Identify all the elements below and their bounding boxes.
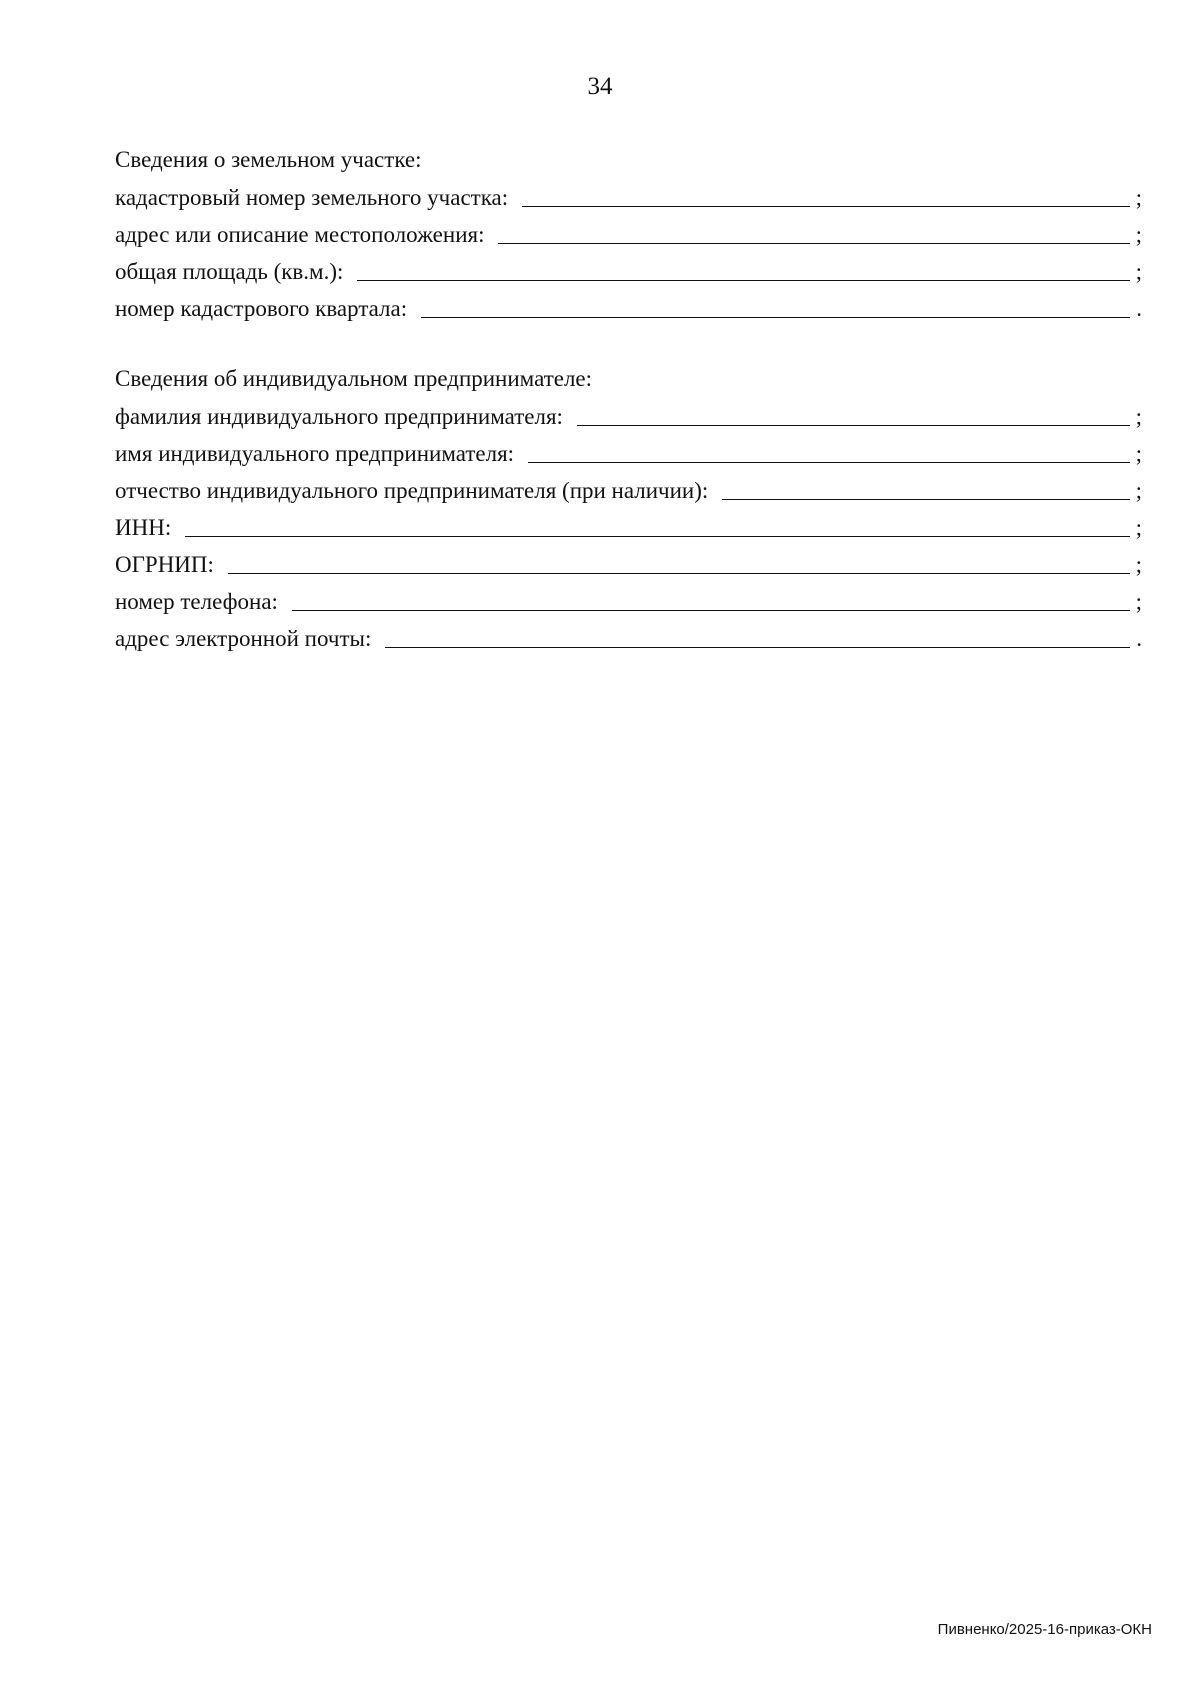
phone-label: номер телефона: bbox=[115, 589, 278, 614]
page-number: 34 bbox=[587, 73, 613, 100]
patronymic-label: отчество индивидуального предпринимателя (при наличии): bbox=[115, 478, 709, 503]
address-row bbox=[115, 215, 1142, 252]
address-field[interactable] bbox=[498, 213, 1130, 244]
row-terminator: ; bbox=[1135, 478, 1142, 503]
cadastral-number-label: кадастровый номер земельного участка: bbox=[115, 185, 509, 210]
land-plot-section-title: Сведения о земельном участке: bbox=[115, 147, 422, 172]
row-terminator: ; bbox=[1135, 185, 1142, 210]
surname-label: фамилия индивидуального предпринимателя: bbox=[115, 404, 563, 429]
total-area-label: общая площадь (кв.м.): bbox=[115, 259, 344, 284]
email-field[interactable] bbox=[385, 617, 1130, 648]
row-terminator: . bbox=[1136, 626, 1142, 651]
phone-field[interactable] bbox=[292, 580, 1130, 611]
row-terminator: ; bbox=[1135, 259, 1142, 284]
row-terminator: ; bbox=[1135, 589, 1142, 614]
cadastral-quarter-field[interactable] bbox=[421, 287, 1130, 318]
surname-field[interactable] bbox=[577, 395, 1130, 426]
first-name-row bbox=[115, 434, 1142, 471]
row-terminator: ; bbox=[1135, 222, 1142, 247]
address-label: адрес или описание местоположения: bbox=[115, 222, 485, 247]
total-area-field[interactable] bbox=[357, 250, 1130, 281]
ogrnip-field[interactable] bbox=[228, 543, 1130, 574]
row-terminator: . bbox=[1136, 296, 1142, 321]
document-footer-id: Пивненко/2025-16-приказ-ОКН bbox=[937, 1621, 1152, 1638]
cadastral-number-field[interactable] bbox=[522, 176, 1130, 207]
inn-label: ИНН: bbox=[115, 515, 172, 540]
entrepreneur-section-title: Сведения об индивидуальном предпринимателе: bbox=[115, 366, 593, 391]
entrepreneur-section bbox=[115, 361, 1142, 656]
cadastral-number-row bbox=[115, 178, 1142, 215]
email-label: адрес электронной почты: bbox=[115, 626, 372, 651]
row-terminator: ; bbox=[1135, 441, 1142, 466]
inn-row bbox=[115, 508, 1142, 545]
inn-field[interactable] bbox=[185, 506, 1130, 537]
cadastral-quarter-label: номер кадастрового квартала: bbox=[115, 296, 408, 321]
patronymic-row bbox=[115, 471, 1142, 508]
ogrnip-row bbox=[115, 545, 1142, 582]
ogrnip-label: ОГРНИП: bbox=[115, 552, 214, 577]
row-terminator: ; bbox=[1135, 515, 1142, 540]
surname-row bbox=[115, 397, 1142, 434]
phone-row bbox=[115, 582, 1142, 619]
row-terminator: ; bbox=[1135, 552, 1142, 577]
total-area-row bbox=[115, 252, 1142, 289]
first-name-label: имя индивидуального предпринимателя: bbox=[115, 441, 515, 466]
land-plot-section bbox=[115, 142, 1142, 326]
cadastral-quarter-row bbox=[115, 289, 1142, 326]
first-name-field[interactable] bbox=[528, 432, 1130, 463]
row-terminator: ; bbox=[1135, 404, 1142, 429]
email-row bbox=[115, 619, 1142, 656]
patronymic-field[interactable] bbox=[722, 469, 1130, 500]
